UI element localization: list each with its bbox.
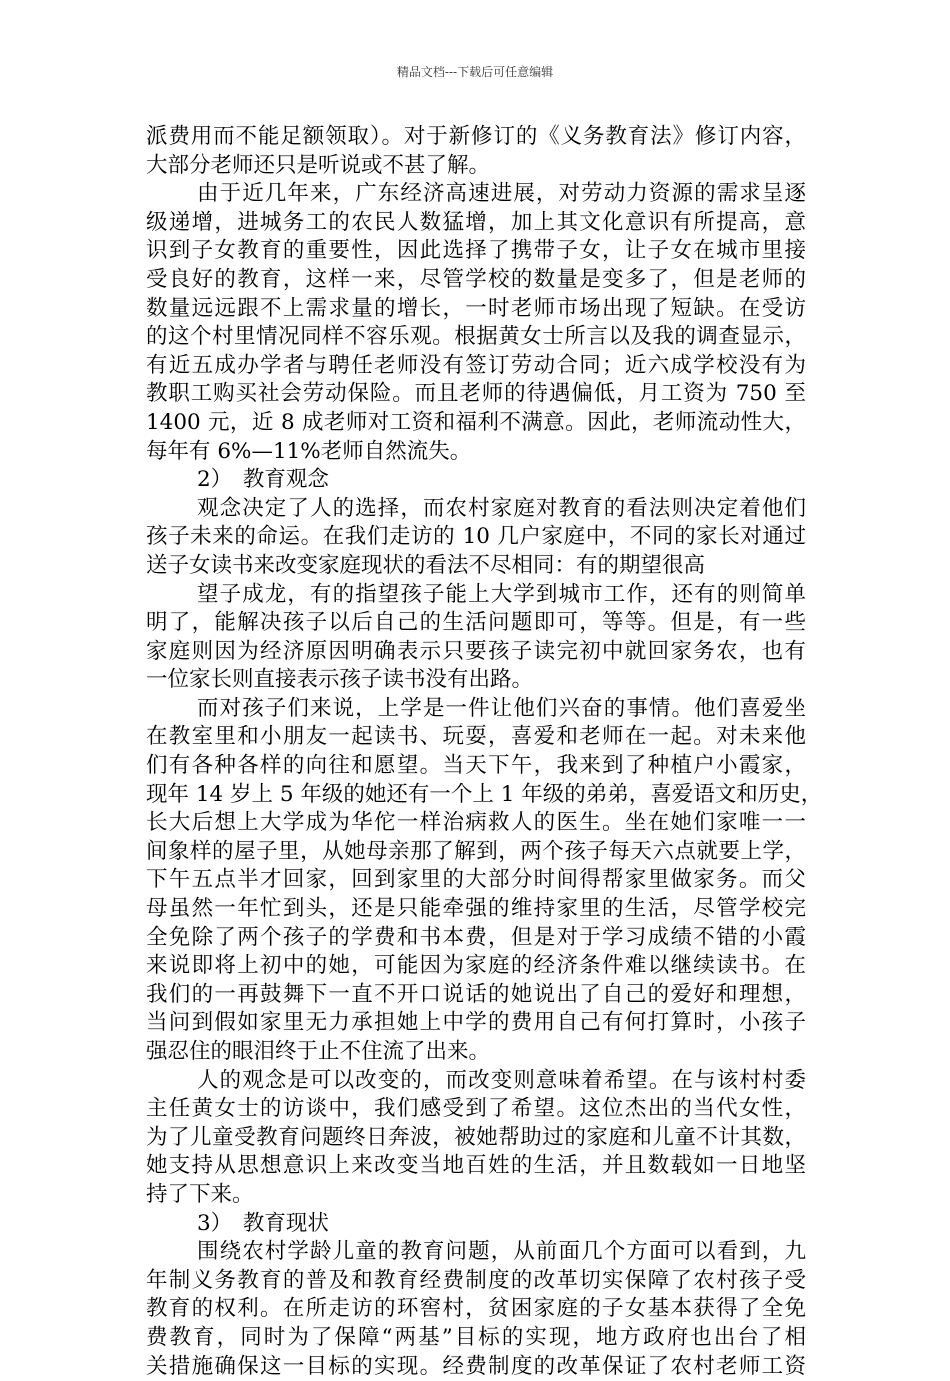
text-line: 她支持从思想意识上来改变当地百姓的生活，并且数载如一日地坚 — [146, 1153, 806, 1179]
text-line: 一位家长则直接表示孩子读书没有出路。 — [146, 667, 534, 693]
text-line: 望子成龙，有的指望孩子能上大学到城市工作，还有的则简单 — [197, 581, 806, 607]
text-line: 现年 14 岁上 5 年级的她还有一个上 1 年级的弟弟，喜爱语文和历史， — [146, 781, 823, 807]
text-line: 教职工购买社会劳动保险。而且老师的待遇偏低，月工资为 750 至 — [146, 381, 806, 407]
text-line: 的这个村里情况同样不容乐观。根据黄女士所言以及我的调查显示， — [146, 324, 806, 350]
text-line: 1400 元，近 8 成老师对工资和福利不满意。因此，老师流动性大， — [146, 409, 806, 435]
text-line: 全免除了两个孩子的学费和书本费，但是对于学习成绩不错的小霞 — [146, 924, 806, 950]
text-line: 大部分老师还只是听说或不甚了解。 — [146, 152, 491, 178]
text-line: 观念决定了人的选择，而农村家庭对教育的看法则决定着他们 — [197, 495, 806, 521]
text-line: 为了儿童受教育问题终日奔波，被她帮助过的家庭和儿童不计其数， — [146, 1124, 806, 1150]
text-line: 母虽然一年忙到头，还是只能牵强的维持家里的生活，尽管学校完 — [146, 896, 806, 922]
text-line: 来说即将上初中的她，可能因为家庭的经济条件难以继续读书。在 — [146, 953, 806, 979]
text-line: 围绕农村学龄儿童的教育问题，从前面几个方面可以看到，九 — [197, 1239, 806, 1265]
text-line: 我们的一再鼓舞下一直不开口说话的她说出了自己的爱好和理想， — [146, 981, 806, 1007]
page-header: 精品文档---下载后可任意编辑 — [396, 65, 554, 79]
text-line: 家庭则因为经济原因明确表示只要孩子读完初中就回家务农，也有 — [146, 638, 806, 664]
text-line: 主任黄女士的访谈中，我们感受到了希望。这位杰出的当代女性， — [146, 1096, 806, 1122]
text-line: 每年有 6%—11%老师自然流失。 — [146, 438, 472, 464]
text-line: 由于近几年来，广东经济高速进展，对劳动力资源的需求呈逐 — [197, 181, 806, 207]
text-line: 而对孩子们来说，上学是一件让他们兴奋的事情。他们喜爱坐 — [197, 695, 806, 721]
text-line: 间象样的屋子里，从她母亲那了解到，两个孩子每天六点就要上学， — [146, 838, 806, 864]
text-line: 关措施确保这一目标的实现。经费制度的改革保证了农村老师工资 — [146, 1353, 806, 1379]
text-line: 派费用而不能足额领取）。对于新修订的《义务教育法》修订内容， — [146, 124, 806, 149]
body-text — [146, 123, 823, 1381]
text-line: 受良好的教育，这样一来，尽管学校的数量是变多了，但是老师的 — [146, 266, 806, 292]
section-heading: 3） 教育现状 — [197, 1210, 329, 1236]
text-line: 强忍住的眼泪终于止不住流了出来。 — [146, 1039, 491, 1064]
text-line: 在教室里和小朋友一起读书、玩耍，喜爱和老师在一起。对未来他 — [146, 724, 806, 750]
text-line: 送子女读书来改变家庭现状的看法不尽相同：有的期望很高 — [146, 552, 706, 578]
text-line: 年制义务教育的普及和教育经费制度的改革切实保障了农村孩子受 — [146, 1267, 806, 1293]
text-line: 当问到假如家里无力承担她上中学的费用自己有何打算时，小孩子 — [146, 1010, 806, 1036]
text-line: 持了下来。 — [146, 1181, 254, 1207]
text-line: 孩子未来的命运。在我们走访的 10 几户家庭中，不同的家长对通过 — [146, 524, 806, 550]
section-heading: 2） 教育观念 — [197, 467, 329, 493]
text-line: 人的观念是可以改变的，而改变则意味着希望。在与该村村委 — [197, 1067, 806, 1093]
text-line: 明了，能解决孩子以后自己的生活问题即可，等等。但是，有一些 — [146, 610, 806, 636]
text-line: 识到子女教育的重要性，因此选择了携带子女，让子女在城市里接 — [146, 238, 806, 264]
text-line: 们有各种各样的向往和愿望。当天下午，我来到了种植户小霞家， — [146, 753, 806, 779]
text-line: 教育的权利。在所走访的环窖村，贫困家庭的子女基本获得了全免 — [146, 1296, 806, 1322]
text-line: 长大后想上大学成为华佗一样治病救人的医生。坐在她们家唯一一 — [146, 810, 806, 836]
text-line: 有近五成办学者与聘任老师没有签订劳动合同；近六成学校没有为 — [146, 352, 806, 378]
text-line: 下午五点半才回家，回到家里的大部分时间得帮家里做家务。而父 — [146, 867, 806, 893]
text-line: 级递增，进城务工的农民人数猛增，加上其文化意识有所提高，意 — [146, 209, 806, 235]
text-line: 数量远远跟不上需求量的增长，一时老师市场出现了短缺。在受访 — [146, 295, 806, 321]
text-line: 费教育，同时为了保障“两基”目标的实现，地方政府也出台了相 — [146, 1324, 806, 1350]
